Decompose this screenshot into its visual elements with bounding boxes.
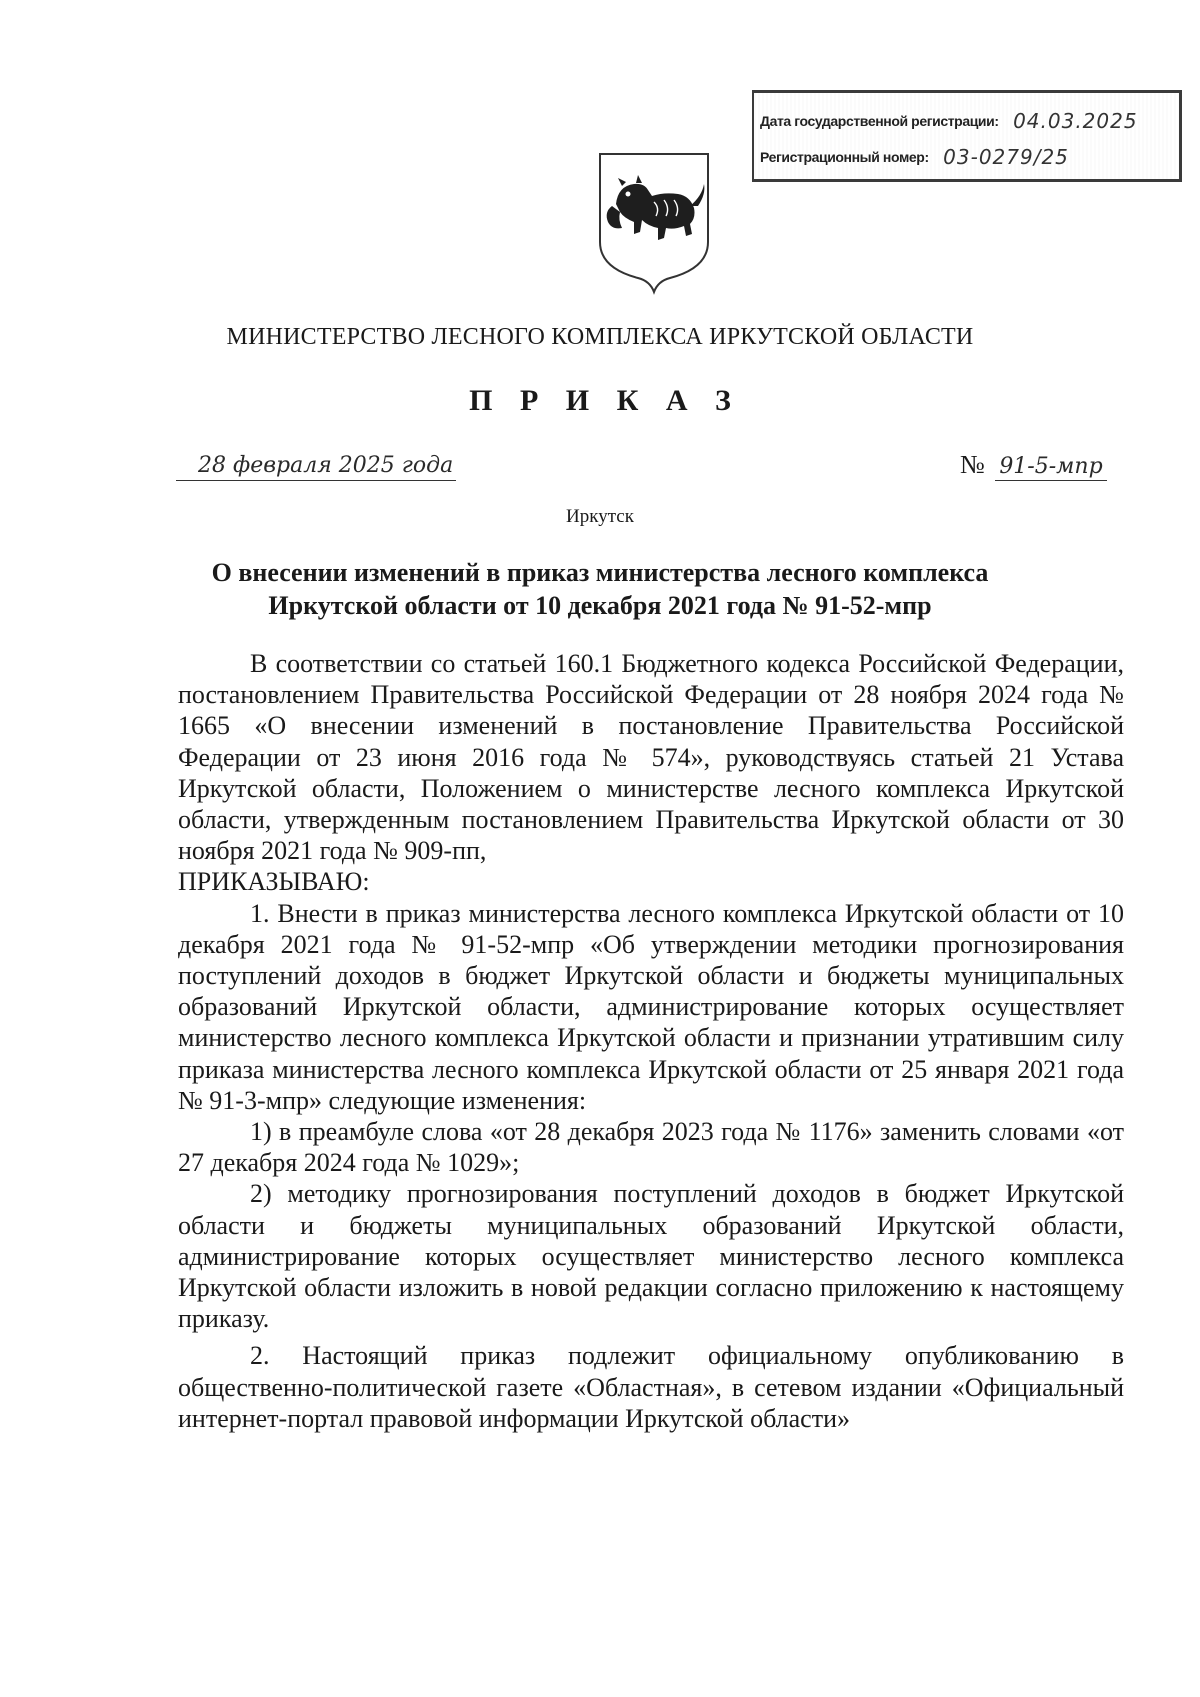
document-number xyxy=(960,450,1120,481)
item-1-paragraph: 1. Внести в приказ министерства лесного комплекса Иркутской области от 10 декабря 2021 года № 91-52-мпр «Об утверждении методики прогнозирования поступлений доходов в бюджет Иркутской области и бюджеты муниципальных образований Иркутской области, администрирование которых осуществляет министерство лесного комплекса Иркутской области и признании утратившим силу приказа министерства лесного комплекса Иркутской области от 25 января 2021 года № 91-3-мпр» следующие изменения: xyxy=(178,898,1124,1115)
title-line-1: О внесении изменений в приказ министерства лесного комплекса xyxy=(211,558,989,587)
item-1-2-paragraph: 2) методику прогнозирования поступлений доходов в бюджет Иркутской области и бюджеты муниципальных образований Иркутской области, администрирование которых осуществляет министерство лесного комплекса Иркутской области изложить в новой редакции согласно приложению к настоящему приказу. xyxy=(178,1179,1124,1334)
document-type: П Р И К А З xyxy=(469,384,741,417)
ministry-name: МИНИСТЕРСТВО ЛЕСНОГО КОМПЛЕКСА ИРКУТСКОЙ ОБЛАСТИ xyxy=(226,324,974,350)
registration-date-value: 04.03.2025 xyxy=(1013,109,1138,133)
irkutsk-coat-of-arms-icon xyxy=(594,150,714,298)
registration-number-value: 03-0279/25 xyxy=(943,145,1069,169)
registration-number-row xyxy=(760,145,1069,169)
registration-date-row xyxy=(760,109,1138,133)
document-city: Иркутск xyxy=(566,506,634,527)
title-line-2: Иркутской области от 10 декабря 2021 года № 91-52-мпр xyxy=(268,591,932,620)
document-title xyxy=(150,556,1050,622)
registration-number-label: Регистрационный номер: xyxy=(760,149,929,165)
document-body xyxy=(178,648,1124,1434)
order-word: ПРИКАЗЫВАЮ: xyxy=(178,867,370,897)
number-sign: № xyxy=(960,450,985,479)
registration-stamp xyxy=(752,90,1182,182)
registration-date-label: Дата государственной регистрации: xyxy=(760,113,999,129)
preamble-paragraph: В соответствии со статьей 160.1 Бюджетного кодекса Российской Федерации, постановлением Правительства Российской Федерации от 28 ноября 2024 года № 1665 «О внесении изменений в постановление Правительства Российской Федерации от 23 июня 2016 года № 574», руководствуясь статьей 21 Устава Иркутской области, Положением о министерстве лесного комплекса Иркутской области, утвержденным постановлением Правительства Иркутской области от 30 ноября 2021 года № 909-пп, xyxy=(178,649,1124,866)
item-1-1-paragraph: 1) в преамбуле слова «от 28 декабря 2023 года № 1176» заменить словами «от 27 декабря 2024 года № 1029»; xyxy=(178,1117,1124,1178)
number-value: 91-5-мпр xyxy=(995,454,1106,481)
document-date: 28 февраля 2025 года xyxy=(176,452,456,481)
item-2-paragraph: 2. Настоящий приказ подлежит официальному опубликованию в общественно-политической газете «Областная», в сетевом издании «Официальный интернет-портал правовой информации Иркутской области» xyxy=(178,1341,1124,1433)
